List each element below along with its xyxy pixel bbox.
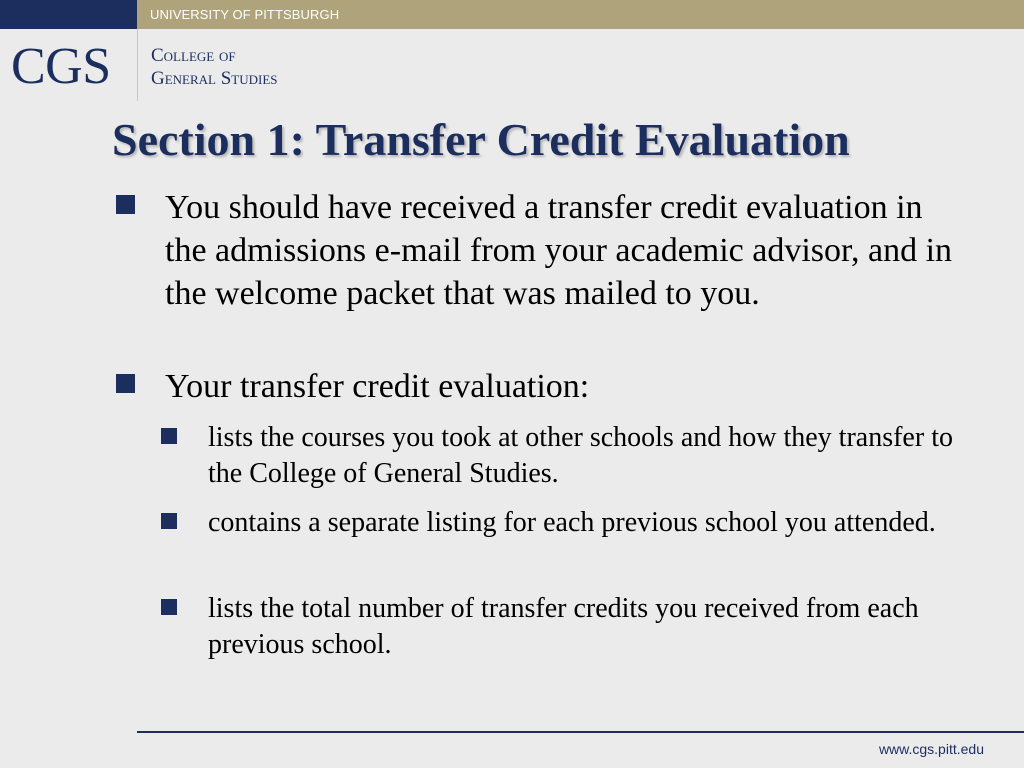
logo-divider [137, 29, 138, 101]
college-name-line2: General Studies [151, 68, 278, 89]
bullet-text: You should have received a transfer credit evaluation in the admissions e-mail from your academic advisor, and in the welcome packet that was mailed to you. [165, 189, 953, 312]
square-bullet-icon [161, 599, 177, 615]
sub-bullet-text: contains a separate listing for each previous school you attended. [208, 507, 936, 538]
bullet-item [116, 186, 976, 358]
sub-bullet-item [161, 591, 981, 665]
banner-navy-block [0, 0, 137, 29]
square-bullet-icon [116, 374, 135, 393]
footer-website-link[interactable]: www.cgs.pitt.edu [878, 741, 984, 757]
bullet-text: Your transfer credit evaluation: [165, 368, 590, 405]
cgs-logo: CGS [11, 38, 111, 95]
sub-bullet-item [161, 420, 981, 494]
bullet-item [116, 365, 976, 410]
college-name [151, 44, 278, 90]
university-label: UNIVERSITY OF PITTSBURGH [150, 7, 340, 22]
square-bullet-icon [161, 428, 177, 444]
square-bullet-icon [161, 513, 177, 529]
square-bullet-icon [116, 195, 135, 214]
top-banner [0, 0, 1024, 29]
college-name-line1: College of [151, 45, 236, 66]
sub-bullet-item [161, 505, 981, 579]
footer-divider [137, 731, 1024, 733]
sub-bullet-text: lists the courses you took at other schools and how they transfer to the College of General Studies. [208, 422, 953, 489]
sub-bullet-text: lists the total number of transfer credits you received from each previous school. [208, 593, 919, 660]
slide-title: Section 1: Transfer Credit Evaluation [112, 114, 850, 165]
